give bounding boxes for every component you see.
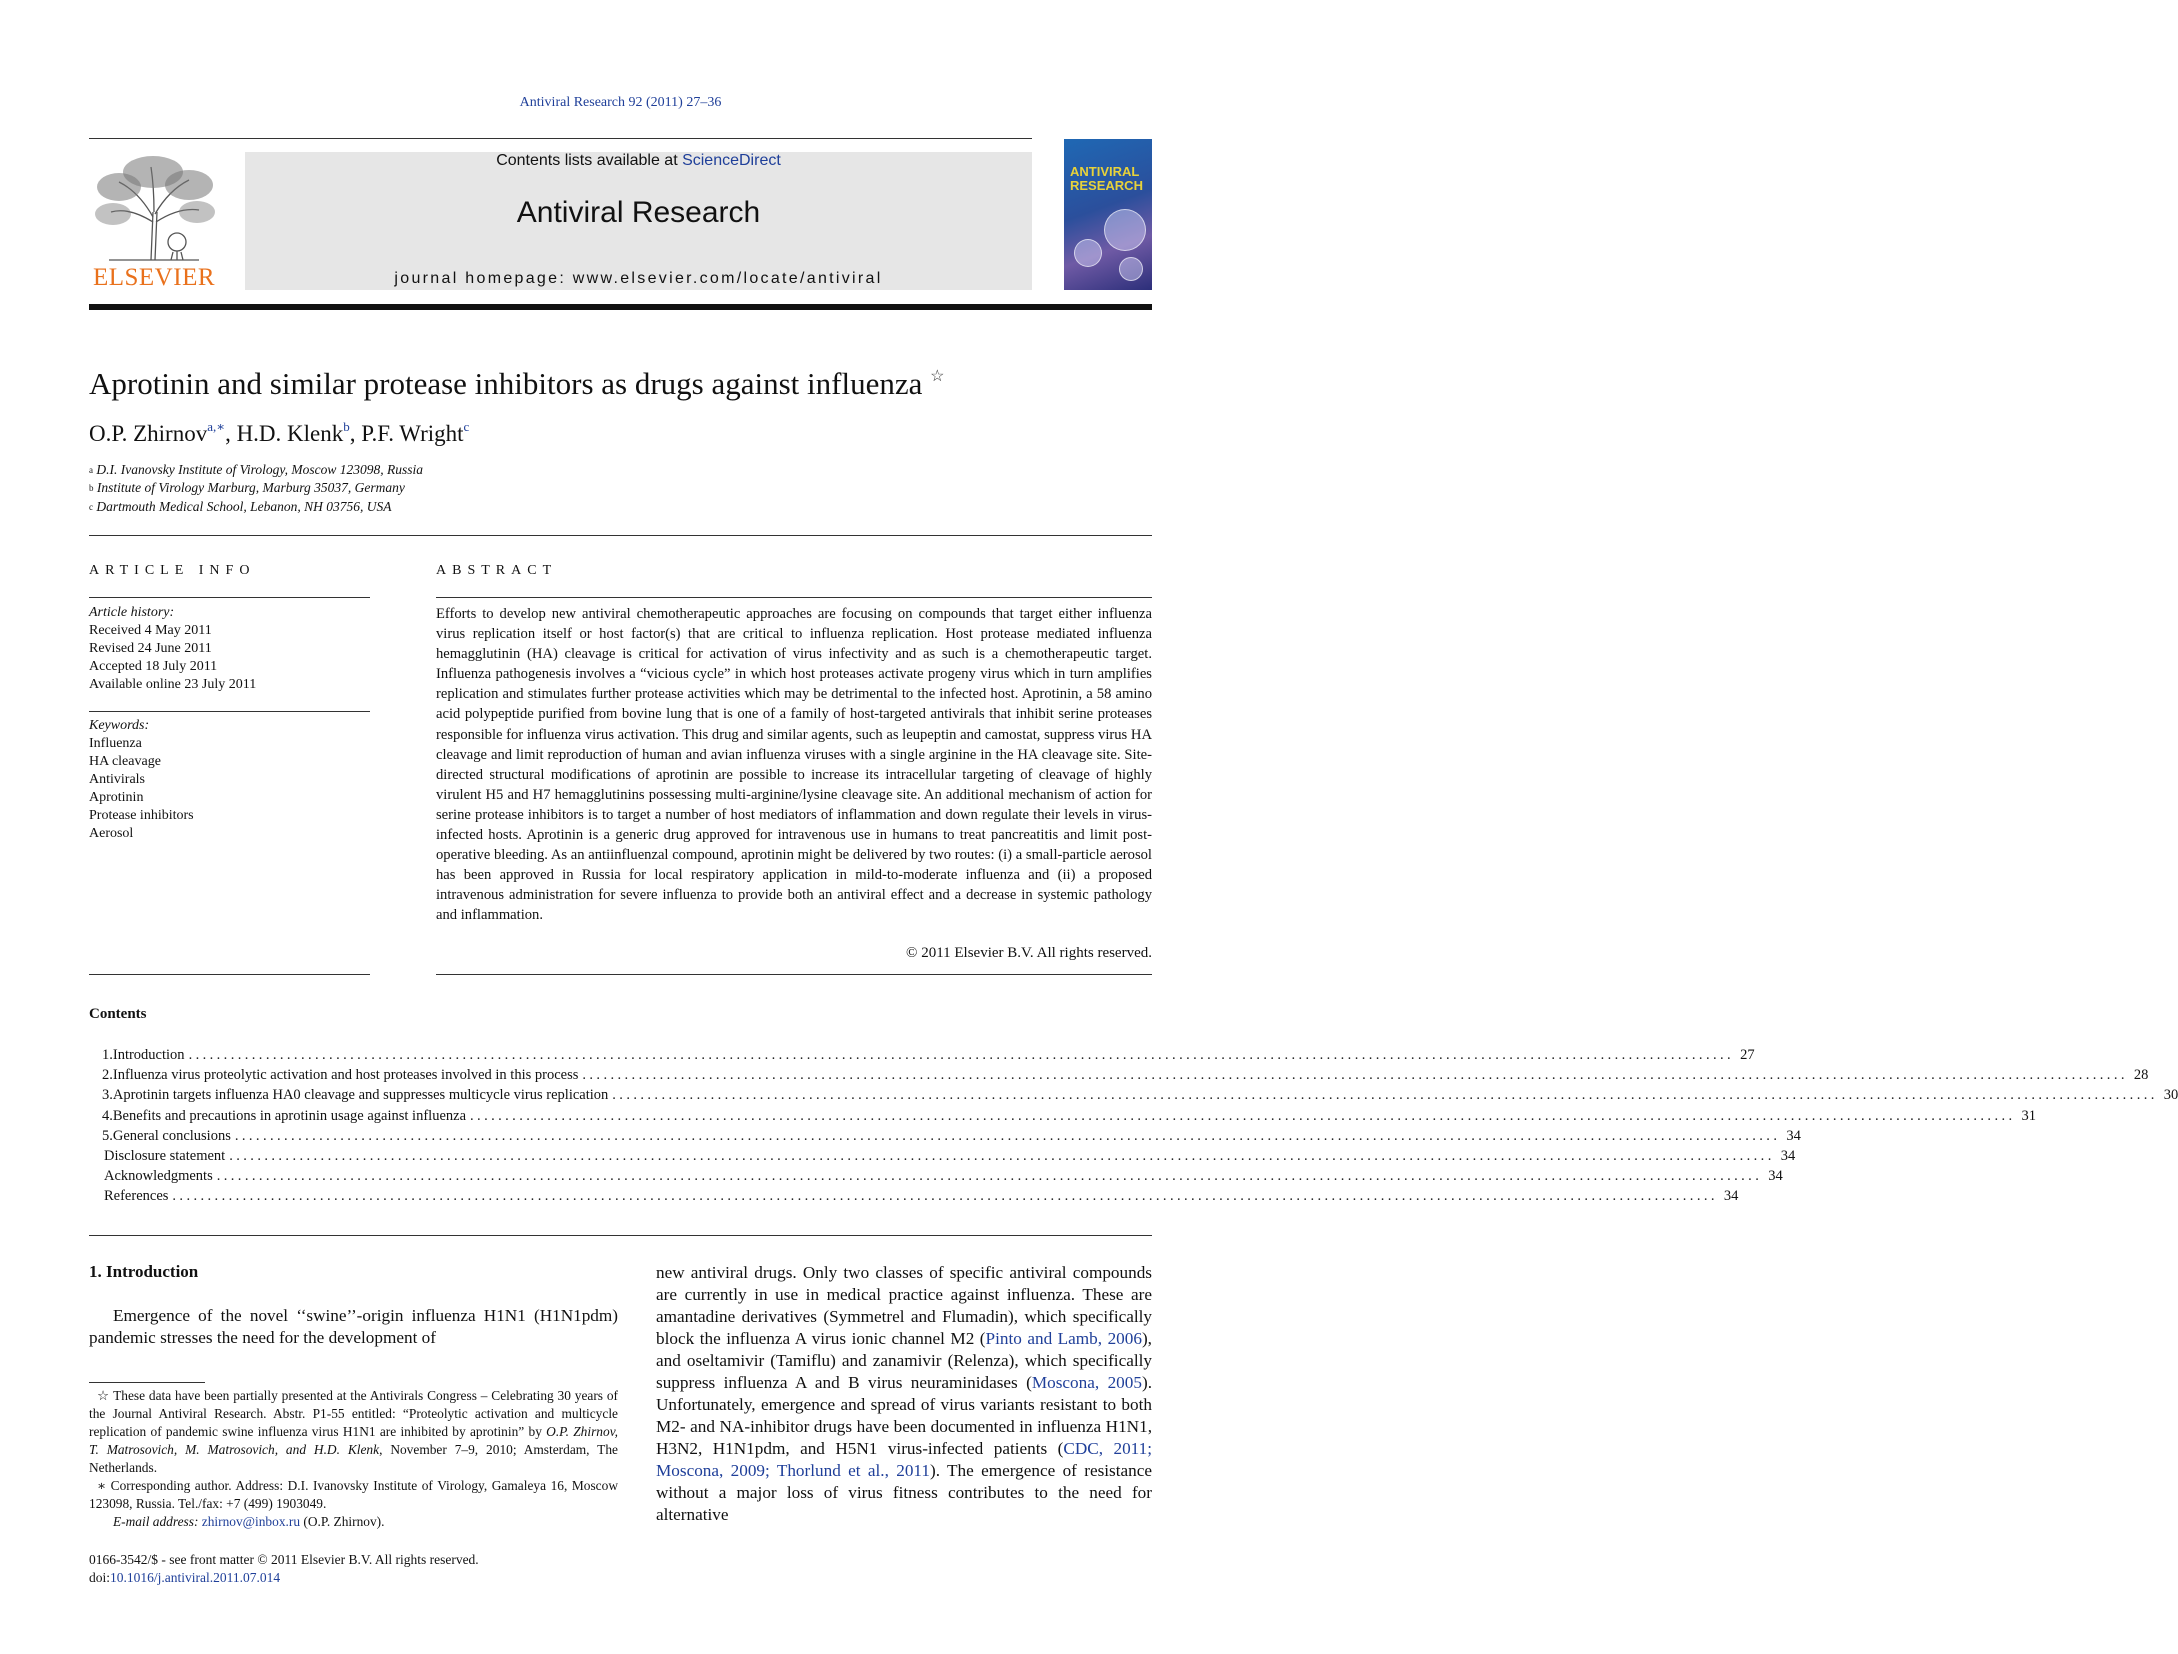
history-item: Accepted 18 July 2011 [89,659,218,674]
author-name: O.P. Zhirnov [89,421,208,446]
toc-number: 4. [102,1107,113,1124]
footnote-rule [89,1382,205,1383]
toc-label: References [104,1188,169,1205]
footnote-email [89,1513,618,1531]
toc-leader: ............................................................................................................................................................................................................................ [172,1188,1718,1205]
header-rule [89,138,1032,139]
toc-leader: ............................................................................................................................................................................................................................ [582,1067,2128,1084]
affiliation-text: D.I. Ivanovsky Institute of Virology, Moscow 123098, Russia [96,462,423,477]
toc-label: Acknowledgments [104,1168,213,1185]
section-rule [89,711,370,712]
elsevier-logo [89,152,219,292]
intro-text: new antiviral drugs. Only two classes of specific antiviral compounds are currently in use in medical practice against influenza. These are amantadine derivatives (Symmetrel and Flumadin), which specifically block the influenza A virus ionic channel M2 ( [656,1263,1152,1348]
affiliation-text: Institute of Virology Marburg, Marburg 35037, Germany [96,480,405,496]
toc-page: 30 [2163,1087,2178,1104]
table-of-contents [89,1047,2178,1209]
footnotes [89,1387,618,1531]
journal-cover [1064,139,1152,290]
keyword: HA cleavage [89,754,161,769]
toc-label: Disclosure statement [104,1147,226,1164]
keyword: Protease inhibitors [89,808,194,823]
footnote-asterisk-icon: ∗ [97,1478,107,1493]
toc-entry[interactable] [89,1127,1801,1148]
toc-page: 34 [1768,1168,1783,1185]
toc-page: 28 [2133,1067,2149,1084]
abstract-text: Efforts to develop new antiviral chemotherapeutic approaches are focusing on compounds that target either influenza virus replication itself or host factor(s) that are critical to influenza replication. Host protease mediated influenza hemagglutinin (HA) cleavage is critical for activation of virus infectivity and as such is a chemotherapeutic target. Influenza pathogenesis involves a “vicious cycle” in which host proteases activate progeny virus which in turn amplifies replication and stimulates further protease activities which may be detrimental to the infected host. Aprotinin, a 58 amino acid polypeptide purified from bovine lung that is one of a family of host-targeted antivirals that inhibit serine proteases responsible for influenza virus activation. This drug and similar agents, such as leupeptin and camostat, suppress virus HA cleavage and limit reproduction of human and avian influenza viruses with a single arginine in the HA cleavage site. Site-directed structural modifications of aprotinin are possible to increase its intracellular targeting of cleavage of highly virulent H5 and H7 hemagglutinins possessing multi-arginine/lysine cleavage site. An additional mechanism of action for serine protease inhibitors is to target a number of host mediators of inflammation and down regulate their levels in virus-infected hosts. Aprotinin is a generic drug approved for intravenous use in humans to treat pancreatitis and limit post-operative bleeding. As an antiinfluenzal compound, aprotinin might be delivered by two routes: (i) a small-particle aerosol has been approved in Russia for local respiratory application in mild-to-moderate influenza and (ii) a proposed intravenous administration for severe influenza to provide both an antiviral effect and a decrease in systemic pathology and inflammation. [436,606,1152,924]
author-list: O.P. Zhirnov$^{a,∗}$, H.D. Klenk$^b$, P.F. Wright$^c$ [89,419,470,446]
history-item: Available online 23 July 2011 [89,677,257,692]
author-name: P.F. Wright [361,421,464,446]
footnote-text: (O.P. Zhirnov). [300,1514,385,1529]
toc-leader: ............................................................................................................................................................................................................................ [216,1168,1763,1185]
citation-link[interactable]: Moscona, 2005 [1031,1373,1142,1392]
toc-leader: ............................................................................................................................................................................................................................ [470,1107,2016,1124]
intro-text: ). Unfortunately, emergence and spread of virus variants resistant to both M2- and NA-inhibitor drugs have been documented in influenza H1N1, H3N2, H1N1pdm, and H5N1 virus-infected patients ( [656,1373,1152,1458]
author-affiliation-mark[interactable]: c [463,419,470,434]
keyword: Aerosol [89,826,134,841]
email-link[interactable]: zhirnov@inbox.ru [201,1514,301,1529]
section-rule [89,535,1152,536]
citation-link[interactable]: Pinto and Lamb, 2006 [985,1329,1142,1348]
issn-line: 0166-3542/$ - see front matter © 2011 Elsevier B.V. All rights reserved. [89,1552,479,1567]
keywords-label: Keywords: [89,718,150,733]
section-rule [89,974,370,975]
affiliation-line [89,479,423,497]
cover-virus-graphic [1074,239,1102,267]
contents-availability [245,152,1032,170]
toc-entry[interactable] [89,1188,1739,1208]
keyword: Antivirals [89,772,145,787]
intro-heading: 1. Introduction [89,1262,199,1281]
footnote-corresponding [89,1477,618,1513]
history-label: Article history: [89,605,175,620]
affiliation-line [89,461,423,479]
footnote-star-icon: ☆ [97,1388,110,1403]
affiliations [89,461,423,516]
toc-entry[interactable] [89,1067,2149,1087]
author-affiliation-mark[interactable]: a,∗ [207,419,226,434]
journal-homepage[interactable]: journal homepage: www.elsevier.com/locate/antiviral [394,270,883,287]
keywords [89,717,194,843]
affiliation-text: Dartmouth Medical School, Lebanon, NH 03756, USA [96,498,392,514]
toc-number: 5. [102,1127,113,1144]
footnote-text: Corresponding author. Address: D.I. Ivanovsky Institute of Virology, Gamaleya 16, Moscow 123098, Russia. Tel./fax: +7 (499) 1903049. [89,1478,618,1511]
cover-virus-graphic [1104,209,1146,251]
toc-entry[interactable] [89,1107,2037,1128]
elsevier-tree-icon [89,152,219,262]
section-rule [89,597,370,598]
history-item: Revised 24 June 2011 [89,641,212,656]
journal-title: Antiviral Research [516,196,761,229]
doi-line [89,1569,479,1587]
abstract-heading: ABSTRACT [436,563,558,578]
toc-leader: ............................................................................................................................................................................................................................ [188,1047,1735,1063]
toc-number: 2. [102,1067,113,1084]
article-title-text: Aprotinin and similar protease inhibitors as drugs against influenza [89,366,923,401]
abstract-copyright: © 2011 Elsevier B.V. All rights reserved. [906,945,1152,961]
footnote-text: , November 7–9, 2010; Amsterdam, The Netherlands. [89,1442,618,1475]
toc-entry[interactable] [89,1168,1783,1188]
toc-leader: ............................................................................................................................................................................................................................ [229,1147,1775,1164]
author-name: H.D. Klenk [236,421,344,446]
header-thick-rule [89,304,1152,310]
journal-header-box [245,152,1032,290]
keyword: Influenza [89,736,142,751]
toc-entry[interactable] [89,1087,2178,1107]
journal-citation[interactable]: Antiviral Research 92 (2011) 27–36 [519,95,722,110]
title-footnote-star-icon[interactable]: ☆ [930,368,945,385]
cover-virus-graphic [1119,257,1143,281]
page-footer [89,1551,479,1587]
toc-leader: ............................................................................................................................................................................................................................ [612,1087,2158,1104]
affiliation-line [89,498,423,516]
toc-label: Influenza virus proteolytic activation and host proteases involved in this process [112,1067,579,1084]
toc-label: Benefits and precautions in aprotinin usage against influenza [112,1107,467,1124]
sciencedirect-link[interactable]: ScienceDirect [682,152,781,169]
footnote-text: These data have been partially presented at the Antivirals Congress – Celebrating 30 years of the Journal Antiviral Research. Abstr. P1-55 entitled: “Proteolytic activation and multicycle replication of pandemic swine influenza virus H1N1 are inhibited by aprotinin” by [89,1388,619,1439]
section-rule [89,1235,1152,1236]
email-label: E-mail address: [113,1514,199,1529]
citation-link[interactable]: CDC, 2011; Moscona, 2009; Thorlund et al., 2011 [656,1439,1152,1480]
affiliation-mark: c [89,501,93,512]
affiliation-mark: b [89,483,94,494]
doi-link[interactable]: 10.1016/j.antiviral.2011.07.014 [110,1570,281,1585]
toc-number: 3. [102,1087,113,1104]
article-history [89,604,256,694]
keyword: Aprotinin [89,790,144,805]
toc-label: General conclusions [112,1127,231,1144]
toc-page: 34 [1786,1127,1801,1144]
toc-leader: ............................................................................................................................................................................................................................ [234,1127,1781,1144]
contents-prefix: Contents lists available at [496,152,683,169]
contents-heading: Contents [89,1006,147,1022]
author-affiliation-mark[interactable]: b [343,419,350,434]
toc-page: 31 [2021,1107,2037,1124]
section-rule [436,597,1152,598]
history-item: Received 4 May 2011 [89,623,212,638]
toc-label: Aprotinin targets influenza HA0 cleavage and suppresses multicycle virus replication [112,1087,609,1104]
toc-page: 27 [1740,1047,1755,1063]
affiliation-mark: a [89,465,93,475]
footnote-authors: O.P. Zhirnov, T. Matrosovich, M. Matrosovich, and H.D. Klenk [89,1424,618,1457]
article-title [89,366,944,402]
article-info-heading: ARTICLE INFO [89,563,256,578]
doi-label: doi: [89,1570,111,1585]
section-rule [436,974,1152,975]
cover-title: ANTIVIRAL RESEARCH [1070,164,1143,193]
toc-entry[interactable] [89,1047,1755,1067]
toc-label: Introduction [112,1047,185,1063]
toc-page: 34 [1723,1188,1739,1205]
intro-text: ), and oseltamivir (Tamiflu) and zanamivir (Relenza), which specifically suppress influenza A and B virus neuraminidases ( [656,1329,1152,1392]
toc-entry[interactable] [89,1147,1796,1168]
footnote-star [89,1387,618,1477]
toc-number: 1. [102,1047,113,1063]
intro-text: ). The emergence of resistance without a major loss of virus fitness contributes to the need for alternative [656,1461,1152,1524]
toc-page: 34 [1780,1147,1796,1164]
intro-paragraph-left: Emergence of the novel ‘‘swine’’-origin influenza H1N1 (H1N1pdm) pandemic stresses the need for the development of [89,1306,618,1347]
intro-paragraph-right [656,1262,1152,1526]
elsevier-wordmark: ELSEVIER [92,264,216,291]
